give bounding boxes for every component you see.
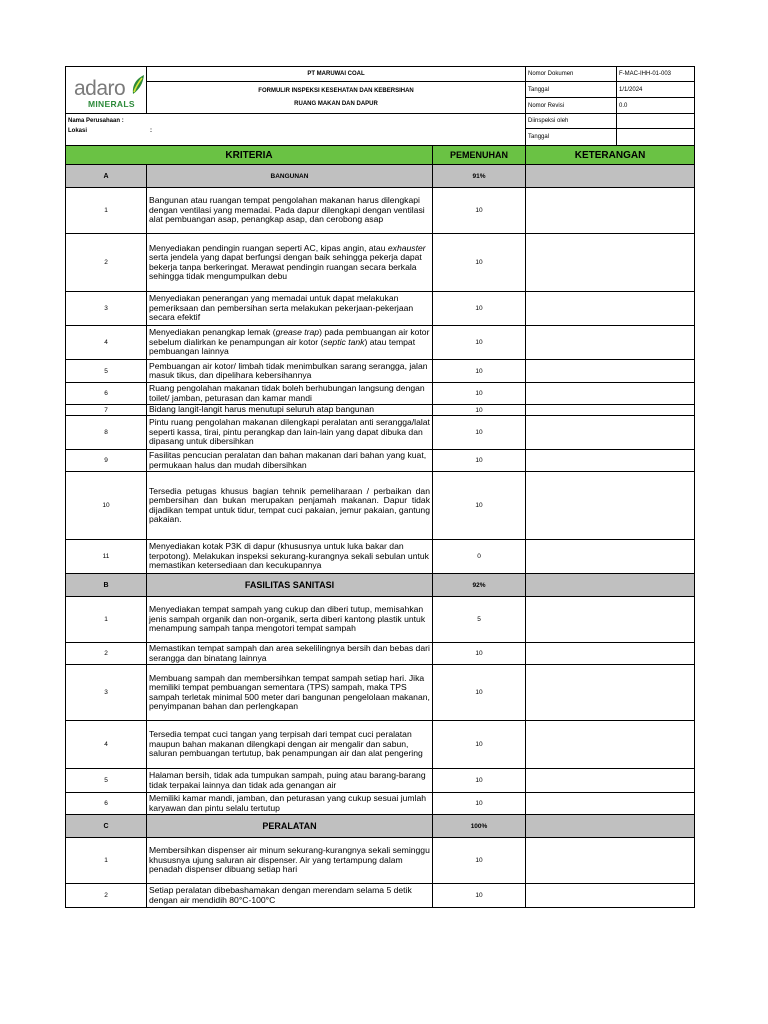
criteria-text: Menyediakan tempat sampah yang cukup dan diberi tutup, memisahkan jenis sampah organik dan non-organik, serta diberi kantong plastik untuk menampung sampah tanpa mengotori tempat sampah (147, 597, 433, 643)
remarks-cell[interactable] (526, 540, 695, 574)
compliance-value[interactable]: 10 (433, 188, 526, 234)
remarks-cell[interactable] (526, 405, 695, 416)
remarks-cell[interactable] (526, 769, 695, 793)
compliance-value[interactable]: 10 (433, 769, 526, 793)
item-number: 10 (66, 472, 147, 540)
compliance-value[interactable]: 10 (433, 360, 526, 383)
criteria-row (66, 188, 695, 234)
meta-label: Nomor Dokumen (526, 67, 617, 82)
criteria-row (66, 793, 695, 815)
criteria-text: Membuang sampah dan membersihkan tempat sampah setiap hari. Jika memiliki tempat pembuangan sementara (TPS) sampah, maka TPS sampah terletak minimal 500 meter dari bangunan pengelolaan makanan, penyimpanan bahan dan perlengkapan (147, 665, 433, 721)
form-title-line1: FORMULIR INSPEKSI KESEHATAN DAN KEBERSIHAN (258, 87, 414, 94)
meta-label: Nomor Revisi (526, 98, 617, 114)
compliance-value[interactable]: 10 (433, 472, 526, 540)
criteria-row (66, 643, 695, 665)
criteria-row (66, 360, 695, 383)
item-number: 4 (66, 721, 147, 769)
criteria-text: Menyediakan penerangan yang memadai untuk dapat melakukan pemeriksaan dan pembersihan serta melakukan pekerjaan-pekerjaan secara efektif (147, 292, 433, 326)
criteria-row (66, 472, 695, 540)
criteria-text: Tersedia petugas khusus bagian tehnik pemeliharaan / perbaikan dan pembersihan dan bukan merupakan penjamah makanan. Dapur tidak dijadikan tempat untuk tidur, tempat cuci pakaian, jemur pakaian, gantung pakaian. (147, 472, 433, 540)
section-title: PERALATAN (147, 815, 433, 838)
section-title: BANGUNAN (147, 165, 433, 188)
criteria-text: Menyediakan penangkap lemak (grease trap) pada pembuangan air kotor sebelum dialirkan ke penampungan air kotor (septic tank) atau tempat pembuangan lainnya (147, 326, 433, 360)
section-score: 92% (433, 574, 526, 597)
meta-value: F-MAC-IHH-01-003 (617, 67, 695, 82)
criteria-text: Halaman bersih, tidak ada tumpukan sampah, puing atau barang-barang tidak terpakai lainnya dan tidak ada genangan air (147, 769, 433, 793)
item-number: 2 (66, 643, 147, 665)
item-number: 2 (66, 884, 147, 908)
lokasi-colon: : (150, 128, 153, 134)
criteria-text: Bidang langit-langit harus menutupi seluruh atap bangunan (147, 405, 433, 416)
compliance-value[interactable]: 10 (433, 416, 526, 450)
item-number: 1 (66, 188, 147, 234)
meta-value: 1/1/2024 (617, 82, 695, 98)
compliance-value[interactable]: 10 (433, 793, 526, 815)
criteria-text: Pintu ruang pengolahan makanan dilengkapi peralatan anti serangga/lalat seperti kassa, tirai, pintu perangkap dan lain-lain yang dapat dibuka dan dipasang untuk dibersihkan (147, 416, 433, 450)
meta-value: 0.0 (617, 98, 695, 114)
meta-value[interactable] (617, 129, 695, 146)
remarks-cell[interactable] (526, 838, 695, 884)
remarks-cell[interactable] (526, 360, 695, 383)
section-row (66, 574, 695, 597)
item-number: 2 (66, 234, 147, 292)
criteria-text: Fasilitas pencucian peralatan dan bahan makanan dari bahan yang kuat, permukaan halus dan mudah dibersihkan (147, 450, 433, 472)
criteria-text: Setiap peralatan dibebashamakan dengan merendam selama 5 detik dengan air mendidih 80°C-100°C (147, 884, 433, 908)
remarks-cell[interactable] (526, 234, 695, 292)
remarks-cell[interactable] (526, 450, 695, 472)
inspection-form (65, 66, 694, 908)
remarks-cell[interactable] (526, 472, 695, 540)
column-header-row (66, 146, 695, 165)
section-note (526, 815, 695, 838)
section-title: FASILITAS SANITASI (147, 574, 433, 597)
item-number: 1 (66, 597, 147, 643)
compliance-value[interactable]: 0 (433, 540, 526, 574)
col-pemenuhan: PEMENUHAN (433, 146, 526, 165)
compliance-value[interactable]: 10 (433, 838, 526, 884)
form-title-line2: RUANG MAKAN DAN DAPUR (294, 100, 378, 107)
col-kriteria: KRITERIA (66, 146, 433, 165)
criteria-row (66, 838, 695, 884)
compliance-value[interactable]: 10 (433, 234, 526, 292)
meta-label: Tanggal (526, 82, 617, 98)
item-number: 5 (66, 769, 147, 793)
remarks-cell[interactable] (526, 884, 695, 908)
criteria-text: Memastikan tempat sampah dan area sekelilingnya bersih dan bebas dari serangga dan binatang lainnya (147, 643, 433, 665)
logo-wordmark: adaro (74, 77, 126, 100)
remarks-cell[interactable] (526, 292, 695, 326)
criteria-row (66, 769, 695, 793)
compliance-value[interactable]: 10 (433, 884, 526, 908)
compliance-value[interactable]: 10 (433, 383, 526, 405)
criteria-row (66, 383, 695, 405)
criteria-text: Membersihkan dispenser air minum sekurang-kurangnya sekali seminggu khususnya ujung saluran air dispenser. Air yang tertampung dalam penadah dispenser dibuang setiap hari (147, 838, 433, 884)
item-number: 3 (66, 292, 147, 326)
leaf-icon (130, 73, 146, 95)
section-score: 100% (433, 815, 526, 838)
item-number: 7 (66, 405, 147, 416)
criteria-row (66, 721, 695, 769)
criteria-row (66, 450, 695, 472)
section-score: 91% (433, 165, 526, 188)
item-number: 11 (66, 540, 147, 574)
criteria-row (66, 665, 695, 721)
item-number: 6 (66, 793, 147, 815)
criteria-row (66, 405, 695, 416)
item-number: 3 (66, 665, 147, 721)
criteria-row (66, 326, 695, 360)
section-note (526, 165, 695, 188)
item-number: 4 (66, 326, 147, 360)
criteria-row (66, 597, 695, 643)
remarks-cell[interactable] (526, 597, 695, 643)
remarks-cell[interactable] (526, 326, 695, 360)
criteria-row (66, 884, 695, 908)
logo (66, 67, 147, 114)
item-number: 6 (66, 383, 147, 405)
criteria-text: Menyediakan kotak P3K di dapur (khususnya untuk luka bakar dan terpotong). Melakukan inspeksi sekurang-kurangnya sekali sebulan untuk memastikan ketersediaan dan kecukupannya (147, 540, 433, 574)
section-note (526, 574, 695, 597)
remarks-cell[interactable] (526, 416, 695, 450)
remarks-cell[interactable] (526, 383, 695, 405)
criteria-row (66, 540, 695, 574)
criteria-row (66, 234, 695, 292)
criteria-text: Bangunan atau ruangan tempat pengolahan makanan harus dilengkapi dengan ventilasi yang memadai. Pada dapur dilengkapi dengan ventilasi alat pembuangan asap, penangkap asap, dan cerobong asap (147, 188, 433, 234)
section-row (66, 165, 695, 188)
item-number: 8 (66, 416, 147, 450)
col-keterangan: KETERANGAN (526, 146, 695, 165)
remarks-cell[interactable] (526, 721, 695, 769)
compliance-value[interactable]: 10 (433, 665, 526, 721)
section-code: A (66, 165, 147, 188)
remarks-cell[interactable] (526, 665, 695, 721)
meta-label: Diinspeksi oleh (526, 114, 617, 129)
section-code: B (66, 574, 147, 597)
company-name: PT MARUWAI COAL (147, 67, 526, 82)
section-row (66, 815, 695, 838)
compliance-value[interactable]: 10 (433, 721, 526, 769)
remarks-cell[interactable] (526, 793, 695, 815)
item-number: 9 (66, 450, 147, 472)
meta-value[interactable] (617, 114, 695, 129)
criteria-row (66, 416, 695, 450)
compliance-value[interactable]: 10 (433, 450, 526, 472)
criteria-text: Ruang pengolahan makanan tidak boleh berhubungan langsung dengan toilet/ jamban, peturasan dan kamar mandi (147, 383, 433, 405)
lokasi-label: Lokasi (68, 128, 88, 134)
compliance-value[interactable]: 10 (433, 326, 526, 360)
compliance-value[interactable]: 5 (433, 597, 526, 643)
remarks-cell[interactable] (526, 188, 695, 234)
meta-label: Tanggal (526, 129, 617, 146)
item-number: 1 (66, 838, 147, 884)
criteria-row (66, 292, 695, 326)
company-location (66, 114, 526, 146)
form-table (65, 66, 695, 908)
compliance-value[interactable]: 10 (433, 405, 526, 416)
criteria-text: Menyediakan pendingin ruangan seperti AC, kipas angin, atau exhauster serta jendela yang dapat berfungsi dengan baik sehingga pekerja dapat bekerja tanpa berkeringat. Merawat pendingin ruangan secara berkala sehingga tidak mengumpulkan debu (147, 234, 433, 292)
criteria-text: Memiliki kamar mandi, jamban, dan peturasan yang cukup sesuai jumlah karyawan dan pintu selalu tertutup (147, 793, 433, 815)
criteria-text: Pembuangan air kotor/ limbah tidak menimbulkan sarang serangga, jalan masuk tikus, dan dipelihara kebersihannya (147, 360, 433, 383)
compliance-value[interactable]: 10 (433, 643, 526, 665)
item-number: 5 (66, 360, 147, 383)
compliance-value[interactable]: 10 (433, 292, 526, 326)
nama-perusahaan-label: Nama Perusahaan : (68, 118, 124, 124)
logo-subtitle: MINERALS (88, 99, 135, 109)
criteria-text: Tersedia tempat cuci tangan yang terpisah dari tempat cuci peralatan maupun bahan makanan dilengkapi dengan air mengalir dan sabun, saluran pembuangan tertutup, bak penampungan air dan alat pengering (147, 721, 433, 769)
form-title (147, 82, 526, 114)
section-code: C (66, 815, 147, 838)
remarks-cell[interactable] (526, 643, 695, 665)
